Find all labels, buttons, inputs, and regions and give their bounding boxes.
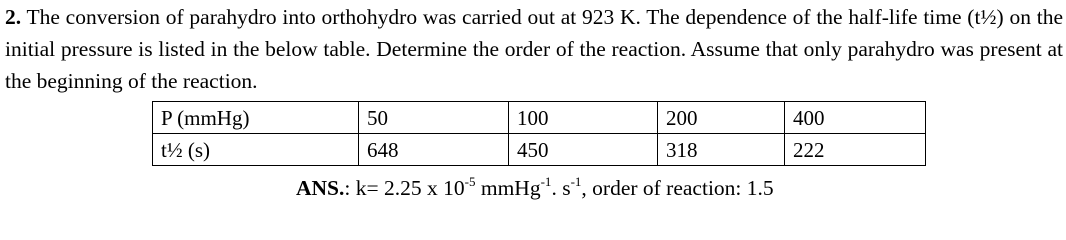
answer-label: ANS. — [296, 176, 345, 200]
reaction-order-text: , order of reaction: 1.5 — [581, 176, 774, 200]
table-cell: 222 — [785, 134, 926, 166]
table-cell: 318 — [658, 134, 785, 166]
row-label-half-life: t½ (s) — [153, 134, 359, 166]
table-cell: 200 — [658, 102, 785, 134]
table-cell: 50 — [359, 102, 509, 134]
answer-colon: : — [344, 176, 356, 200]
problem-number: 2. — [5, 5, 22, 29]
table-row-pressure — [153, 102, 926, 134]
table-cell: 450 — [509, 134, 658, 166]
unit-mmhg-exponent: -1 — [540, 174, 552, 189]
unit-separator-s: . s — [551, 176, 571, 200]
problem-text: The conversion of parahydro into orthohydro was carried out at 923 K. The dependence of the half-life time (t½) on the initial pressure is listed in the below table. Determine the order of the reaction. Assume that only parahydro was present at the beginning of the reaction. — [5, 5, 1063, 93]
problem-statement — [5, 1, 1063, 97]
rate-constant-text: k= 2.25 x 10 — [355, 176, 465, 200]
row-label-pressure: P (mmHg) — [153, 102, 359, 134]
unit-s-exponent: -1 — [570, 174, 582, 189]
table-row-half-life — [153, 134, 926, 166]
answer-line — [296, 173, 774, 203]
table-cell: 648 — [359, 134, 509, 166]
rate-constant-exponent: -5 — [464, 174, 476, 189]
data-table — [152, 101, 926, 166]
unit-mmhg: mmHg — [475, 176, 541, 200]
table-cell: 400 — [785, 102, 926, 134]
table-cell: 100 — [509, 102, 658, 134]
